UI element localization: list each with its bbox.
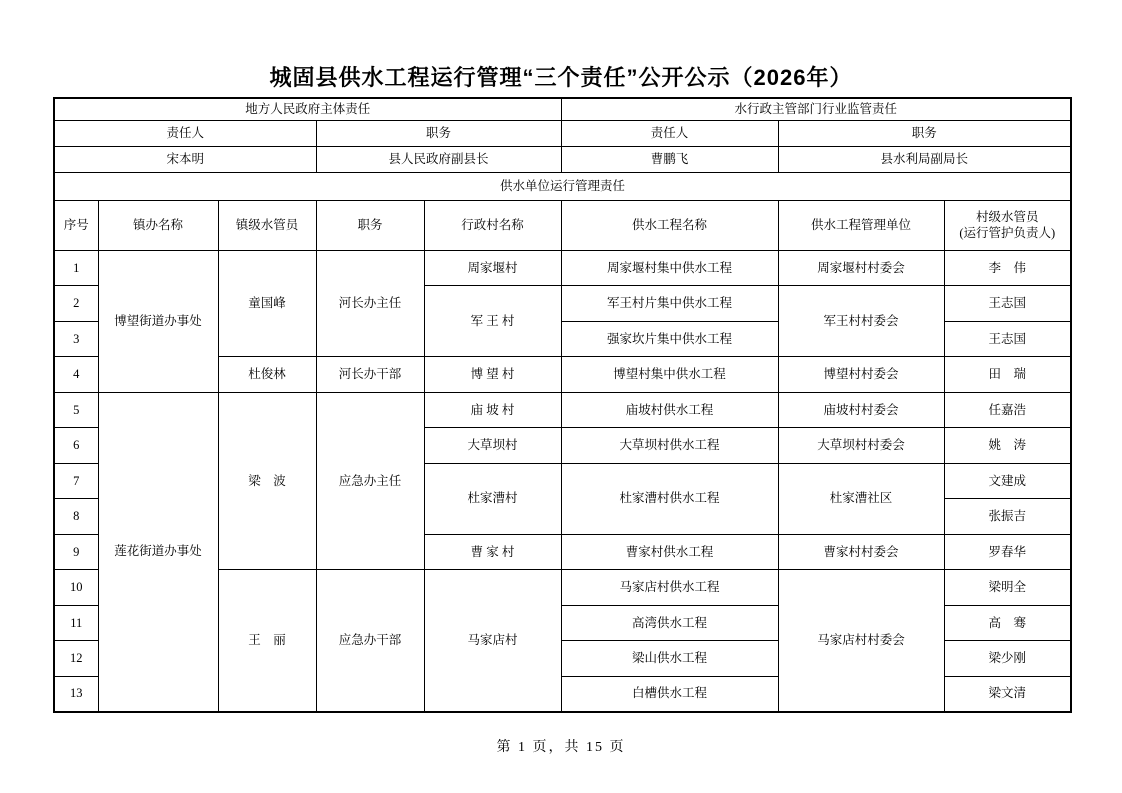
serial-cell: 2 <box>54 286 98 322</box>
duty-cell: 应急办主任 <box>316 392 424 570</box>
unit-cell: 庙坡村村委会 <box>778 392 944 428</box>
project-cell: 博望村集中供水工程 <box>561 357 778 393</box>
manager-cell: 梁明全 <box>944 570 1071 606</box>
col-header-steward: 镇级水管员 <box>218 200 316 250</box>
unit-cell: 军王村村委会 <box>778 286 944 357</box>
unit-cell: 大草坝村村委会 <box>778 428 944 464</box>
col-header-serial: 序号 <box>54 200 98 250</box>
table-row <box>54 392 1071 428</box>
serial-cell: 6 <box>54 428 98 464</box>
duty-cell: 河长办干部 <box>316 357 424 393</box>
page-number-footer: 第 1 页，共 15 页 <box>496 740 626 755</box>
col-header-project: 供水工程名称 <box>561 200 778 250</box>
col-header-manager-line2: (运行管护负责人) <box>959 226 1056 240</box>
manager-cell: 文建成 <box>944 463 1071 499</box>
steward-cell: 梁 波 <box>218 392 316 570</box>
table-row <box>54 146 1071 172</box>
project-cell: 杜家漕村供水工程 <box>561 463 778 534</box>
manager-cell: 梁文清 <box>944 676 1071 712</box>
water-duty-label: 职务 <box>778 120 1071 146</box>
village-cell: 马家店村 <box>424 570 561 712</box>
serial-cell: 7 <box>54 463 98 499</box>
table-row <box>54 172 1071 200</box>
serial-cell: 13 <box>54 676 98 712</box>
steward-cell: 王 丽 <box>218 570 316 712</box>
project-cell: 军王村片集中供水工程 <box>561 286 778 322</box>
water-admin-responsibility-header: 水行政主管部门行业监管责任 <box>561 98 1071 120</box>
unit-cell: 马家店村村委会 <box>778 570 944 712</box>
serial-cell: 3 <box>54 321 98 357</box>
gov-duty-value: 县人民政府副县长 <box>316 146 561 172</box>
project-cell: 周家堰村集中供水工程 <box>561 250 778 286</box>
gov-responsibility-header: 地方人民政府主体责任 <box>54 98 561 120</box>
page-title: 城固县供水工程运行管理“三个责任”公开公示（2026年） <box>269 65 853 90</box>
responsibility-table <box>53 97 1072 713</box>
gov-duty-label: 职务 <box>316 120 561 146</box>
town-cell: 莲花街道办事处 <box>98 392 218 712</box>
col-header-manager <box>944 200 1071 250</box>
col-header-unit: 供水工程管理单位 <box>778 200 944 250</box>
duty-cell: 河长办主任 <box>316 250 424 357</box>
village-cell: 军 王 村 <box>424 286 561 357</box>
section-header: 供水单位运行管理责任 <box>54 172 1071 200</box>
table-row <box>54 98 1071 120</box>
steward-cell: 童国峰 <box>218 250 316 357</box>
manager-cell: 张振吉 <box>944 499 1071 535</box>
serial-cell: 5 <box>54 392 98 428</box>
serial-cell: 10 <box>54 570 98 606</box>
manager-cell: 田 瑞 <box>944 357 1071 393</box>
col-header-town: 镇办名称 <box>98 200 218 250</box>
table-row <box>54 120 1071 146</box>
village-cell: 杜家漕村 <box>424 463 561 534</box>
manager-cell: 高 骞 <box>944 605 1071 641</box>
project-cell: 梁山供水工程 <box>561 641 778 677</box>
village-cell: 博 望 村 <box>424 357 561 393</box>
manager-cell: 罗春华 <box>944 534 1071 570</box>
serial-cell: 4 <box>54 357 98 393</box>
serial-cell: 11 <box>54 605 98 641</box>
manager-cell: 李 伟 <box>944 250 1071 286</box>
village-cell: 周家堰村 <box>424 250 561 286</box>
unit-cell: 周家堰村村委会 <box>778 250 944 286</box>
manager-cell: 梁少刚 <box>944 641 1071 677</box>
serial-cell: 8 <box>54 499 98 535</box>
col-header-manager-line1: 村级水管员 <box>976 209 1039 224</box>
water-person-value: 曹鹏飞 <box>561 146 778 172</box>
project-cell: 白槽供水工程 <box>561 676 778 712</box>
manager-cell: 姚 涛 <box>944 428 1071 464</box>
gov-person-value: 宋本明 <box>54 146 316 172</box>
project-cell: 曹家村供水工程 <box>561 534 778 570</box>
table-header-row <box>54 200 1071 250</box>
duty-cell: 应急办干部 <box>316 570 424 712</box>
steward-cell: 杜俊林 <box>218 357 316 393</box>
water-duty-value: 县水利局副局长 <box>778 146 1071 172</box>
manager-cell: 任嘉浩 <box>944 392 1071 428</box>
project-cell: 强家坎片集中供水工程 <box>561 321 778 357</box>
manager-cell: 王志国 <box>944 286 1071 322</box>
serial-cell: 9 <box>54 534 98 570</box>
project-cell: 高湾供水工程 <box>561 605 778 641</box>
village-cell: 庙 坡 村 <box>424 392 561 428</box>
serial-cell: 12 <box>54 641 98 677</box>
project-cell: 马家店村供水工程 <box>561 570 778 606</box>
project-cell: 大草坝村供水工程 <box>561 428 778 464</box>
col-header-village: 行政村名称 <box>424 200 561 250</box>
water-person-label: 责任人 <box>561 120 778 146</box>
village-cell: 大草坝村 <box>424 428 561 464</box>
project-cell: 庙坡村供水工程 <box>561 392 778 428</box>
serial-cell: 1 <box>54 250 98 286</box>
unit-cell: 曹家村村委会 <box>778 534 944 570</box>
col-header-duty: 职务 <box>316 200 424 250</box>
unit-cell: 博望村村委会 <box>778 357 944 393</box>
village-cell: 曹 家 村 <box>424 534 561 570</box>
table-row <box>54 250 1071 286</box>
gov-person-label: 责任人 <box>54 120 316 146</box>
manager-cell: 王志国 <box>944 321 1071 357</box>
town-cell: 博望街道办事处 <box>98 250 218 392</box>
unit-cell: 杜家漕社区 <box>778 463 944 534</box>
